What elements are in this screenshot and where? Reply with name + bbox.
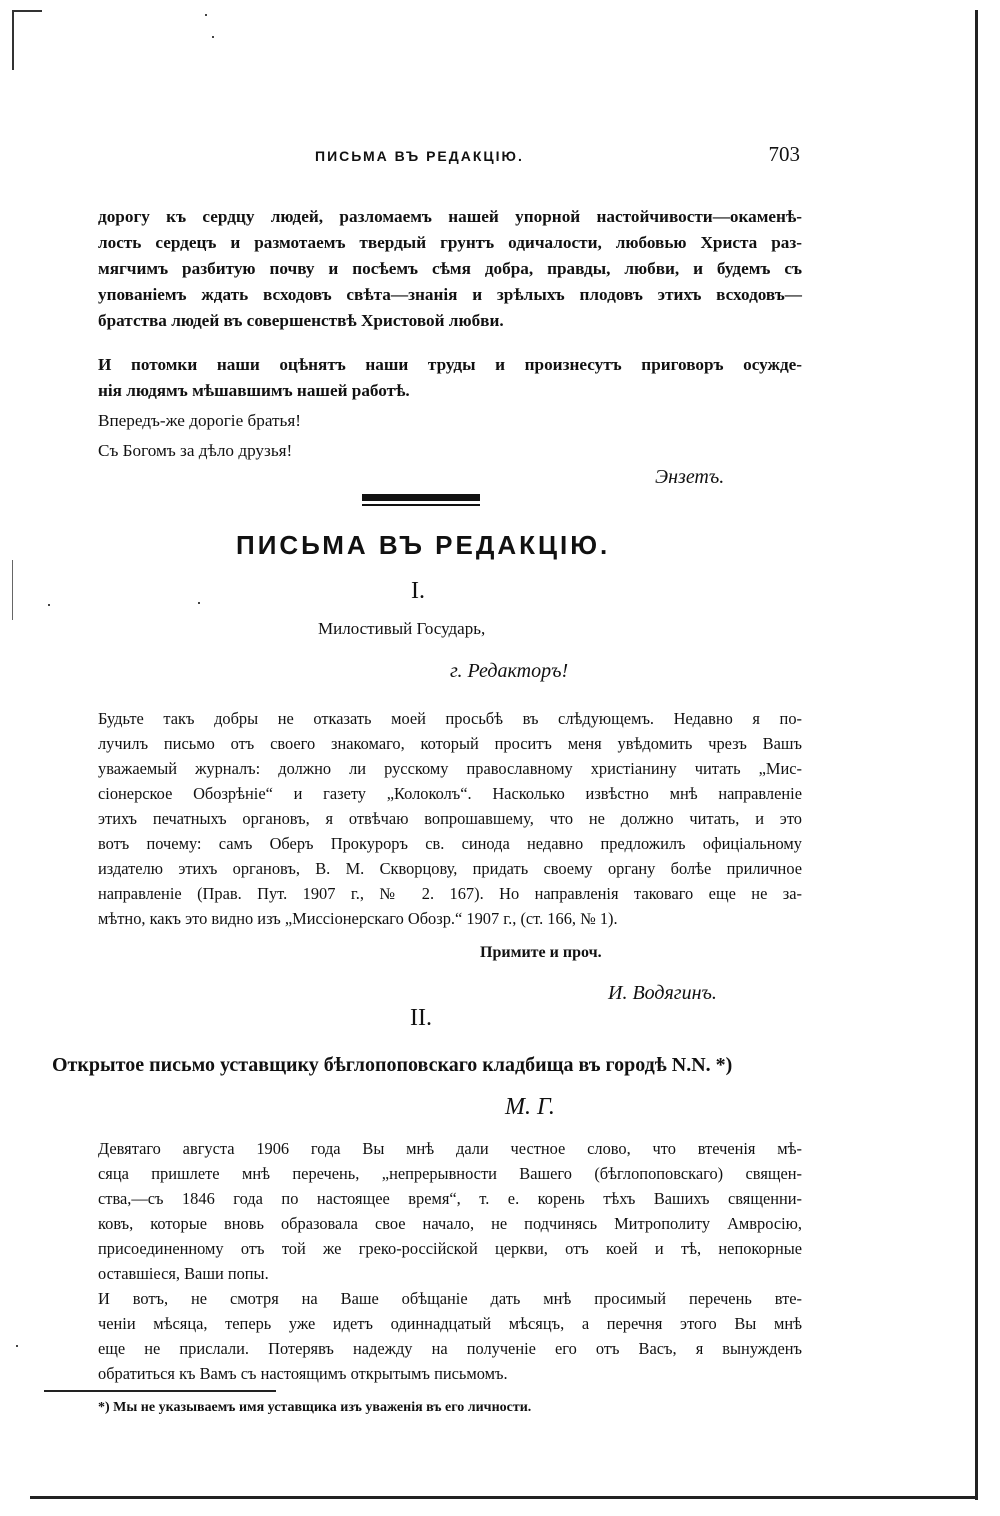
section-title: ПИСЬМА ВЪ РЕДАКЦІЮ. xyxy=(236,530,611,560)
text-line: нія людямъ мѣшавшимъ нашей работѣ. xyxy=(98,381,410,400)
intro-paragraph-2 xyxy=(98,352,802,404)
text-line: ченіи мѣсяца, теперь уже идетъ одиннадцатый мѣсяцъ, а перечня этого Вы мнѣ xyxy=(98,1314,802,1333)
text-line: лость сердецъ и размотаемъ твердый грунтъ одичалости, любовью Христа раз- xyxy=(98,233,802,252)
text-line: И вотъ, не смотря на Ваше обѣщаніе дать мнѣ просимый перечень вте- xyxy=(98,1289,802,1308)
scan-artifact xyxy=(12,560,13,620)
text-line: сяца пришлете мнѣ перечень, „непрерывности Вашего (бѣглопоповскаго) священ- xyxy=(98,1164,802,1183)
scan-artifact xyxy=(205,14,207,16)
scan-artifact xyxy=(212,36,214,38)
intro-signature: Энзетъ. xyxy=(655,466,725,488)
letter-2-title: Открытое письмо уставщику бѣглопоповскаго кладбища въ городѣ N.N. *) xyxy=(52,1054,733,1076)
section-divider xyxy=(362,494,480,501)
text-line: Девятаго августа 1906 года Вы мнѣ дали честное слово, что втеченія мѣ- xyxy=(98,1139,802,1158)
text-line: уважаемый журналъ: должно ли русскому православному христіанину читать „Мис- xyxy=(98,759,802,778)
letter-2-paragraph-1 xyxy=(98,1136,802,1286)
footnote-rule xyxy=(44,1390,276,1392)
page-number: 703 xyxy=(768,142,800,166)
intro-exclamation-1 xyxy=(98,408,802,434)
letter-1-closing: Примите и проч. xyxy=(480,944,602,961)
page-edge-top xyxy=(12,10,42,12)
scan-artifact xyxy=(198,602,200,604)
text-line: Будьте такъ добры не отказать моей просьбѣ въ слѣдующемъ. Недавно я по- xyxy=(98,709,802,728)
text-line: оставшіеся, Ваши попы. xyxy=(98,1264,269,1283)
letter-1-body xyxy=(98,706,802,931)
text-line: мягчимъ разбитую почву и посѣемъ сѣмя добра, правды, любви, и будемъ съ xyxy=(98,259,802,278)
page-edge-bottom xyxy=(30,1496,978,1499)
page-edge-right xyxy=(975,10,978,1500)
text-line: направленіе (Прав. Пут. 1907 г., № 2. 167). Но направленія таковаго еще не за- xyxy=(98,884,802,903)
text-line: этихъ печатныхъ органовъ, я отвѣчаю вопрошавшему, что не должно читать, и это xyxy=(98,809,802,828)
letter-2-paragraph-2 xyxy=(98,1286,802,1386)
letter-2-numeral: II. xyxy=(410,1005,432,1031)
footnote: *) Мы не указываемъ имя уставщика изъ уваженія въ его личности. xyxy=(98,1400,532,1415)
running-head: ПИСЬМА ВЪ РЕДАКЦІЮ. xyxy=(315,148,524,164)
text-line: мѣтно, какъ это видно изъ „Миссіонерскаго Обозр.“ 1907 г., (ст. 166, № 1). xyxy=(98,909,618,928)
text-line: упованіемъ ждать всходовъ свѣта—знанія и зрѣлыхъ плодовъ этихъ всходовъ— xyxy=(98,285,802,304)
text-line: обратиться къ Вамъ съ настоящимъ открытымъ письмомъ. xyxy=(98,1364,508,1383)
letter-1-addressee: г. Редакторъ! xyxy=(450,660,569,682)
letter-1-signature: И. Водягинъ. xyxy=(608,982,717,1004)
text-line: братства людей въ совершенствѣ Христовой любви. xyxy=(98,311,504,330)
text-line: издателю этихъ органовъ, В. М. Скворцову, придать своему органу болѣе приличное xyxy=(98,859,802,878)
letter-1-salutation: Милостивый Государь, xyxy=(318,619,486,638)
page-edge-left xyxy=(12,10,14,70)
text-line: дорогу къ сердцу людей, разломаемъ нашей упорной настойчивости—окаменѣ- xyxy=(98,207,802,226)
text-line: лучилъ письмо отъ своего знакомаго, который проситъ меня увѣдомить чрезъ Вашъ xyxy=(98,734,802,753)
text-line: сіонерское Обозрѣніе“ и газету „Колоколъ“. Насколько извѣстно мнѣ направленіе xyxy=(98,784,802,803)
text-line: вотъ почему: самъ Оберъ Прокуроръ св. синода недавно предложилъ офиціальному xyxy=(98,834,802,853)
text-line: еще не прислали. Потерявъ надежду на полученіе его отъ Васъ, я вынужденъ xyxy=(98,1339,802,1358)
scan-artifact xyxy=(48,604,50,606)
letter-2-salutation: М. Г. xyxy=(505,1094,555,1120)
page-header xyxy=(100,142,800,168)
text-line: И потомки наши оцѣнятъ наши труды и произнесутъ приговоръ осужде- xyxy=(98,355,802,374)
intro-exclamation-2 xyxy=(98,438,802,464)
text-line: Съ Богомъ за дѣло друзья! xyxy=(98,441,293,460)
text-line: ства,—съ 1846 года по настоящее время“, т. е. корень тѣхъ Вашихъ священни- xyxy=(98,1189,802,1208)
scan-artifact xyxy=(16,1345,18,1347)
intro-paragraph xyxy=(98,204,802,334)
text-line: присоединенному отъ той же греко-россійской церкви, отъ коей и тѣ, непокорные xyxy=(98,1239,802,1258)
text-line: Впередъ-же дорогіе братья! xyxy=(98,411,301,430)
section-divider-thin xyxy=(362,504,480,506)
letter-1-numeral: I. xyxy=(411,578,425,604)
text-line: ковъ, которые вновь образовала свое начало, не подчинясь Митрополиту Амвросію, xyxy=(98,1214,802,1233)
